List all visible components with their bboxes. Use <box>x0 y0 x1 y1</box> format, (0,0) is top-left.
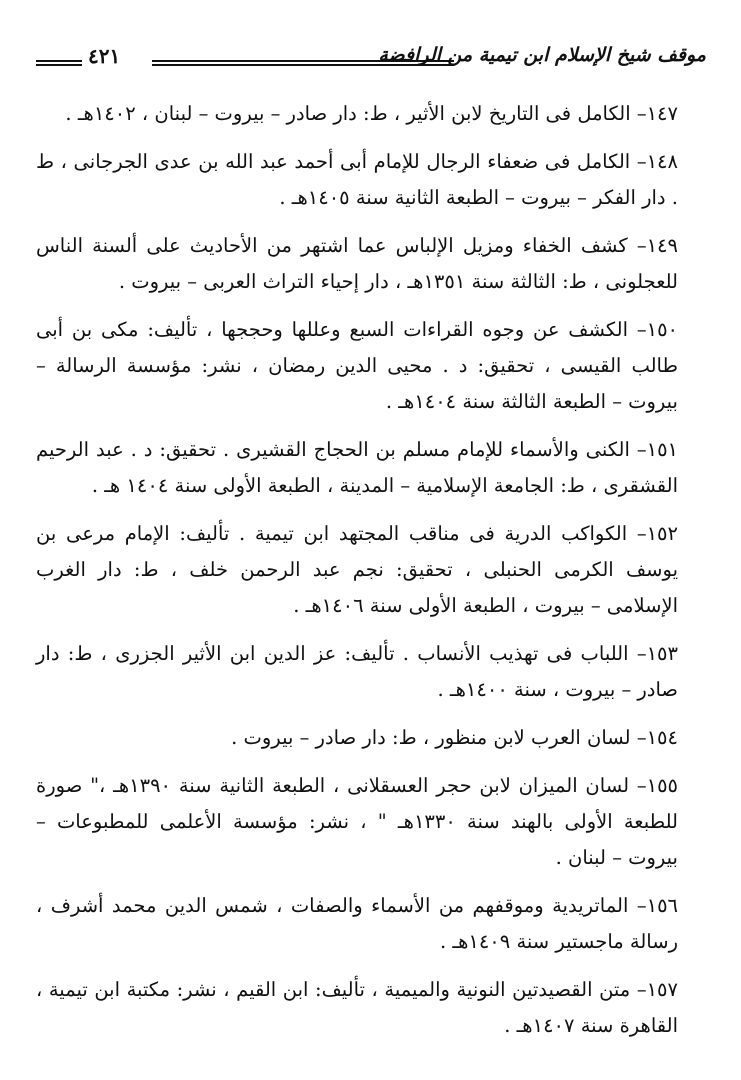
entry-number: ١٥٧– <box>630 978 678 1001</box>
entry-number: ١٥٤– <box>630 726 678 749</box>
running-header-title: موقف شيخ الإسلام ابن تيمية من الرافضة <box>378 44 706 66</box>
bibliography-entry <box>36 888 678 960</box>
entry-text: الكامل فى التاريخ لابن الأثير ، ط: دار صادر – بيروت – لبنان ، ١٤٠٢هـ . <box>65 102 631 125</box>
bibliography-entry <box>36 768 678 876</box>
entry-number: ١٥٦– <box>628 894 679 917</box>
entry-number: ١٥٠– <box>628 318 679 341</box>
entry-text: كشف الخفاء ومزيل الإلباس عما اشتهر من الأحاديث على ألسنة الناس للعجلونى ، ط: الثالثة سنة ١٣٥١هـ ، دار إحياء التراث العربى – بيروت . <box>36 234 678 293</box>
bibliography-entry <box>36 636 678 708</box>
entry-text: الماتريدية وموقفهم من الأسماء والصفات ، شمس الدين محمد أشرف ، رسالة ماجستير سنة ١٤٠٩هـ . <box>36 894 678 953</box>
entry-number: ١٤٨– <box>630 150 678 173</box>
entry-number: ١٥٢– <box>627 522 678 545</box>
bibliography-list <box>36 96 678 1056</box>
header-rule-left <box>36 60 82 66</box>
page-number: ٤٢١ <box>88 44 121 68</box>
entry-number: ١٥٣– <box>628 642 678 665</box>
entry-text: لسان العرب لابن منظور ، ط: دار صادر – بيروت . <box>231 726 631 749</box>
entry-text: متن القصيدتين النونية والميمية ، تأليف: ابن القيم ، نشر: مكتبة ابن تيمية ، القاهرة سنة ١٤٠٧هـ . <box>36 978 678 1037</box>
bibliography-entry <box>36 96 678 132</box>
bibliography-entry <box>36 144 678 216</box>
bibliography-entry <box>36 972 678 1044</box>
entry-text: الكشف عن وجوه القراءات السبع وعللها وحججها ، تأليف: مكى بن أبى طالب القيسى ، تحقيق: د . محيى الدين رمضان ، نشر: مؤسسة الرسالة – بيروت – الطبعة الثالثة سنة ١٤٠٤هـ . <box>36 318 678 413</box>
entry-number: ١٤٩– <box>627 234 678 257</box>
bibliography-entry <box>36 312 678 420</box>
entry-number: ١٤٧– <box>630 102 678 125</box>
entry-number: ١٥٥– <box>629 774 679 797</box>
bibliography-entry <box>36 228 678 300</box>
entry-number: ١٥١– <box>629 438 679 461</box>
bibliography-entry <box>36 720 678 756</box>
header-rule <box>152 60 454 66</box>
bibliography-entry <box>36 516 678 624</box>
entry-text: لسان الميزان لابن حجر العسقلانى ، الطبعة الثانية سنة ١٣٩٠هـ ،" صورة للطبعة الأولى بالهند سنة ١٣٣٠هـ " ، نشر: مؤسسة الأعلمى للمطبوعات – بيروت – لبنان . <box>36 774 678 869</box>
entry-text: الكامل فى ضعفاء الرجال للإمام أبى أحمد عبد الله بن عدى الجرجانى ، ط . دار الفكر – بيروت – الطبعة الثانية سنة ١٤٠٥هـ . <box>36 150 678 209</box>
entry-text: الكنى والأسماء للإمام مسلم بن الحجاج القشيرى . تحقيق: د . عبد الرحيم القشقرى ، ط: الجامعة الإسلامية – المدينة ، الطبعة الأولى سنة ١٤٠٤ هـ . <box>36 438 678 497</box>
bibliography-entry <box>36 432 678 504</box>
running-header <box>36 44 706 80</box>
entry-text: الكواكب الدرية فى مناقب المجتهد ابن تيمية . تأليف: الإمام مرعى بن يوسف الكرمى الحنبلى ، تحقيق: نجم عبد الرحمن خلف ، ط: دار الغرب الإسلامى – بيروت ، الطبعة الأولى سنة ١٤٠٦هـ . <box>36 522 678 617</box>
entry-text: اللباب فى تهذيب الأنساب . تأليف: عز الدين ابن الأثير الجزرى ، ط: دار صادر – بيروت ، سنة ١٤٠٠هـ . <box>36 642 678 701</box>
